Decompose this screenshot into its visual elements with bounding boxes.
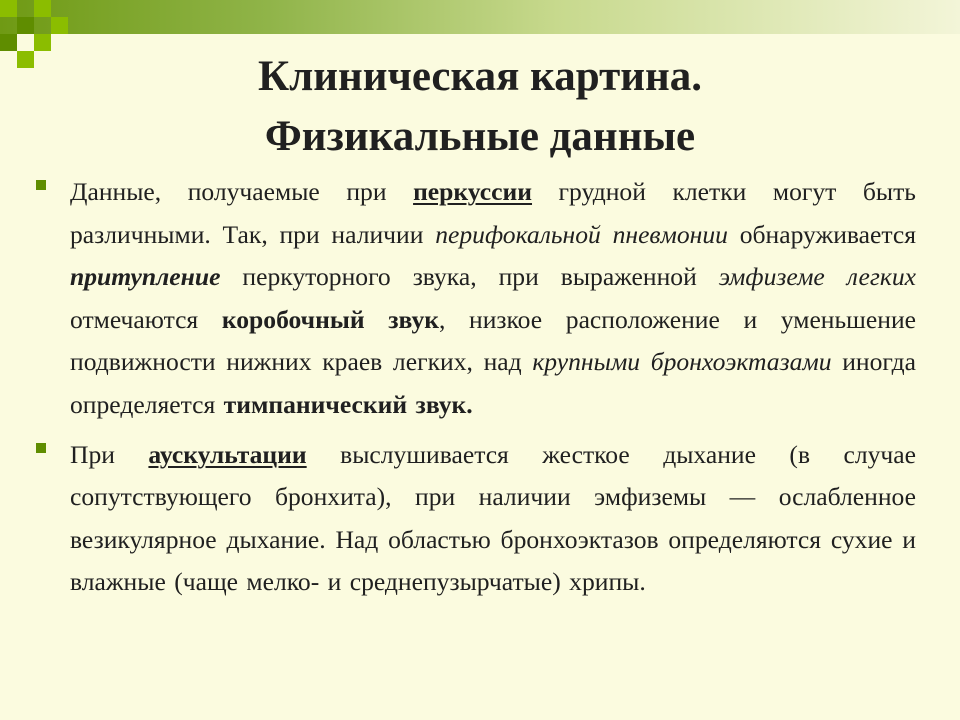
title-line-1: Клиническая картина. (257, 53, 703, 100)
text-run: обнаруживается (727, 219, 916, 249)
decor-square (34, 0, 51, 17)
text-run: Данные, получаемые при (70, 177, 414, 206)
bullet-paragraph-auscultation (36, 434, 916, 604)
term-perifocal-pneumonia: перифокальной пневмонии (435, 219, 728, 249)
text-run: выслушивается жесткое дыхание (в случае сопутствующего бронхита), при наличии эмфиземы — ослабленное везикулярное дыхание. Над областью бронхоэктазов определяются сухие и влажные (чаще мелко- и среднепузырчатые) хрипы. (70, 439, 917, 597)
term-tympanic-sound: тимпанический звук. (223, 389, 473, 419)
term-percussion: перкуссии (413, 177, 533, 206)
term-emphysema: эмфиземе легких (718, 262, 917, 292)
text-run: отмечаются (70, 304, 222, 334)
slide-title (0, 47, 960, 167)
text-run: перкуторного звука, при выраженной (220, 262, 719, 292)
term-dullness: притупление (70, 262, 221, 292)
text-run: При (70, 439, 149, 469)
slide-content (36, 171, 916, 611)
title-line-2: Физикальные данные (264, 113, 696, 161)
text-run: грудной клетки могут быть различными. Так, при наличии (70, 177, 916, 249)
term-auscultation: аускультации (148, 439, 307, 469)
text-run: , низкое расположение и уменьшение подвижности нижних краев легких, над (70, 304, 916, 377)
decor-square (17, 17, 34, 34)
term-box-sound: коробочный звук (221, 304, 439, 334)
decor-square (0, 0, 17, 17)
square-bullet-icon (36, 443, 46, 453)
text-run: иногда определяется (70, 347, 916, 419)
bullet-paragraph-percussion (36, 171, 916, 427)
decor-square (51, 17, 68, 34)
term-bronchiectasis: крупными бронхоэктазами (532, 347, 832, 377)
top-decor-band (0, 0, 960, 34)
square-bullet-icon (36, 180, 46, 190)
